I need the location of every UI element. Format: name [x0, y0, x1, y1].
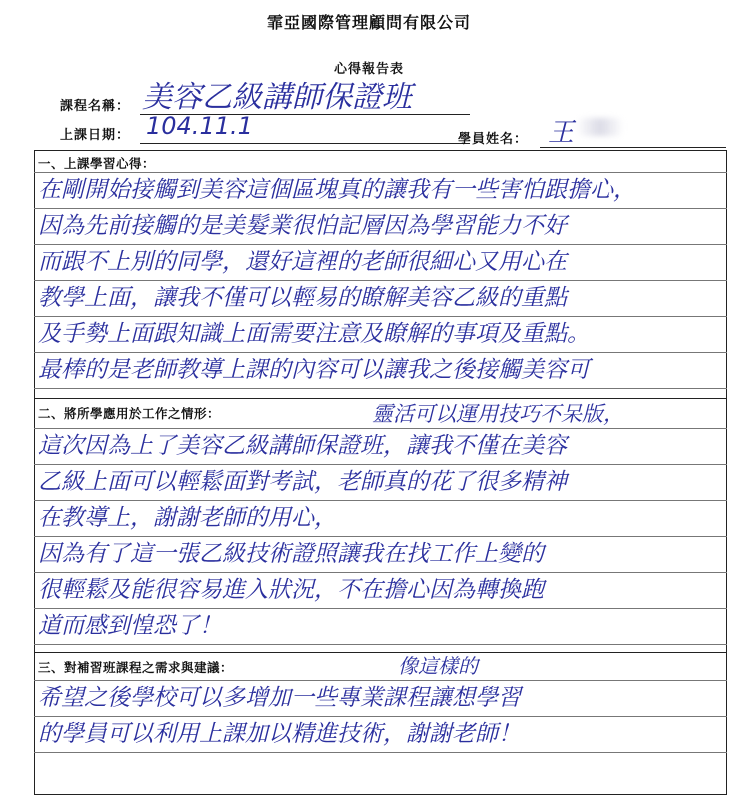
- section-1-line: 在剛開始接觸到美容這個區塊真的讓我有一些害怕跟擔心，: [38, 177, 636, 203]
- section-3-inserted-note: 像這樣的: [398, 654, 478, 678]
- ruled-line: [34, 316, 727, 317]
- section-2-inserted-note: 靈活可以運用技巧不呆版，: [372, 402, 624, 426]
- course-name-value: 美容乙級講師保證班: [142, 80, 412, 115]
- section-3-divider: [34, 652, 727, 653]
- section-1-line: 而跟不上別的同學，還好這裡的老師很細心又用心在: [38, 249, 567, 275]
- table-top-border: [34, 150, 727, 151]
- section-2-line: 很輕鬆及能很容易進入狀況，不在擔心因為轉換跑: [38, 577, 544, 603]
- table-right-border: [726, 150, 727, 794]
- section-1-line: 及手勢上面跟知識上面需要注意及瞭解的事項及重點。: [38, 321, 590, 347]
- section-2-line: 道而感到惶恐了！: [38, 613, 222, 639]
- ruled-line: [34, 752, 727, 753]
- section-1-line: 最棒的是老師教導上課的內容可以讓我之後接觸美容可: [38, 357, 590, 383]
- table-bottom-border: [34, 794, 727, 795]
- section-3-line: 希望之後學校可以多增加一些專業課程讓想學習: [38, 685, 521, 711]
- section-2-line: 在教導上，謝謝老師的用心，: [38, 505, 337, 531]
- ruled-line: [34, 464, 727, 465]
- section-3-title: 三、對補習班課程之需求與建議：: [38, 660, 234, 675]
- student-name-value: 王: [548, 118, 575, 148]
- ruled-line: [34, 500, 727, 501]
- course-date-label: 上課日期：: [60, 128, 131, 143]
- ruled-line: [34, 172, 727, 173]
- section-2-line: 乙級上面可以輕鬆面對考試，老師真的花了很多精神: [38, 469, 567, 495]
- course-name-label: 課程名稱：: [60, 99, 131, 114]
- section-2-line: 這次因為上了美容乙級講師保證班，讓我不僅在美容: [38, 433, 567, 459]
- ruled-line: [34, 716, 727, 717]
- ruled-line: [34, 680, 727, 681]
- company-name: 霏亞國際管理顧問有限公司: [266, 13, 471, 32]
- table-left-border: [34, 150, 35, 794]
- redacted-name-blur: [576, 118, 624, 136]
- ruled-line: [34, 536, 727, 537]
- section-2-line: 因為有了這一張乙級技術證照讓我在找工作上變的: [38, 541, 544, 567]
- section-3-line: 的學員可以利用上課加以精進技術，謝謝老師！: [38, 721, 521, 747]
- section-2-title: 二、將所學應用於工作之情形：: [38, 406, 221, 421]
- ruled-line: [34, 572, 727, 573]
- section-1-title: 一、上課學習心得：: [38, 156, 156, 171]
- student-name-label: 學員姓名：: [458, 132, 529, 147]
- form-title: 心得報告表: [333, 62, 404, 77]
- ruled-line: [34, 428, 727, 429]
- section-1-line: 因為先前接觸的是美髮業很怕記層因為學習能力不好: [38, 213, 567, 239]
- ruled-line: [34, 352, 727, 353]
- ruled-line: [34, 208, 727, 209]
- course-date-value: 104.11.1: [146, 112, 253, 140]
- ruled-line: [34, 388, 727, 389]
- ruled-line: [34, 608, 727, 609]
- ruled-line: [34, 244, 727, 245]
- course-date-underline: [140, 143, 470, 144]
- section-1-line: 教學上面，讓我不僅可以輕易的瞭解美容乙級的重點: [38, 285, 567, 311]
- ruled-line: [34, 644, 727, 645]
- ruled-line: [34, 280, 727, 281]
